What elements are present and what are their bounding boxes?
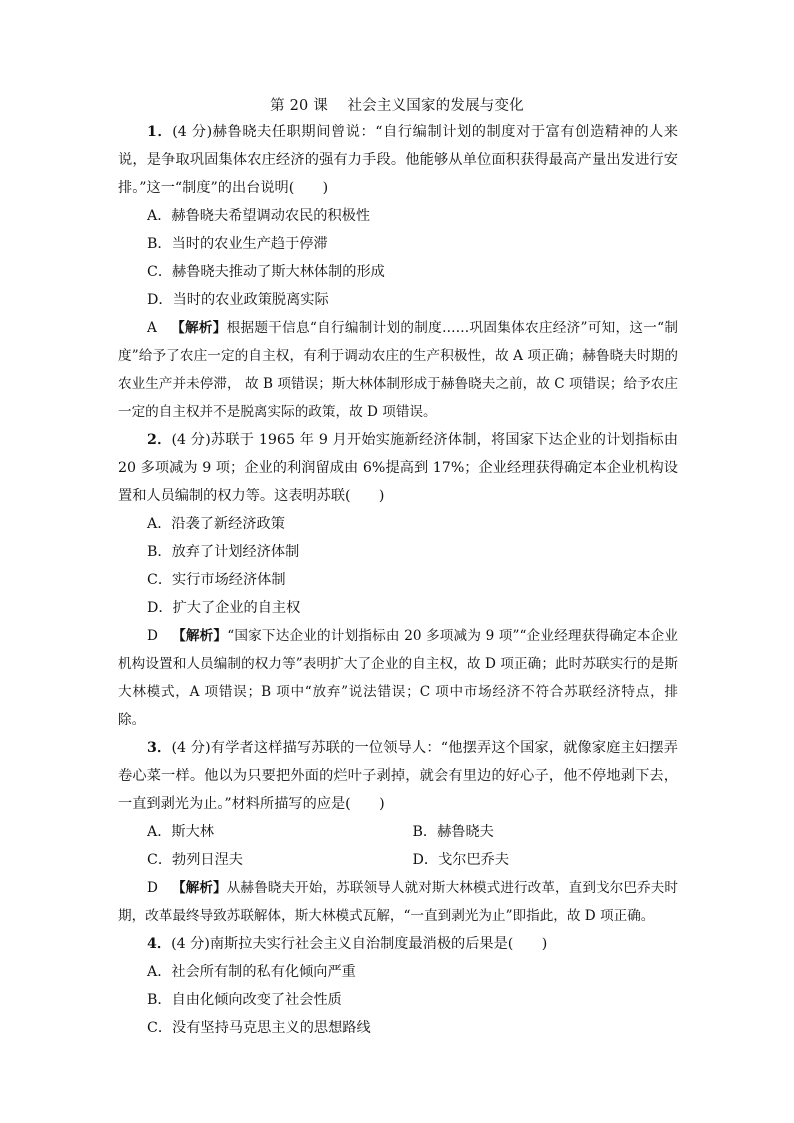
option-d: D．扩大了企业的自主权 bbox=[147, 600, 301, 616]
option-b: B．当时的农业生产趋于停滞 bbox=[147, 236, 328, 252]
question-3 bbox=[118, 734, 678, 930]
question-list bbox=[118, 118, 678, 1042]
option-row bbox=[118, 846, 678, 874]
option-row bbox=[118, 818, 678, 846]
question-stem bbox=[118, 930, 678, 958]
analysis-text: “国家下达企业的计划指标由 20 多项减为 9 项”“企业经理获得确定本企业机构设置和人员编制的权力等”表明扩大了企业的自主权，故 D 项正确；此时苏联实行的是斯大林模式，A 项错误；B 项中“放弃”说法错误；C 项中市场经济不符合苏联经济特点，排除。 bbox=[118, 628, 679, 728]
option-c: C．没有坚持马克思主义的思想路线 bbox=[147, 1020, 371, 1036]
page-title: 第 20 课 社会主义国家的发展与变化 bbox=[270, 98, 524, 114]
question-number: 4． bbox=[147, 936, 172, 952]
question-stem bbox=[118, 118, 678, 202]
question-stem bbox=[118, 734, 678, 818]
option-d: D．戈尔巴乔夫 bbox=[412, 852, 510, 868]
analysis-text: 从赫鲁晓夫开始，苏联领导人就对斯大林模式进行改革，直到戈尔巴乔夫时期，改革最终导致苏联解体，斯大林模式瓦解，“一直到剥光为止”即指此，故 D 项正确。 bbox=[118, 880, 679, 924]
question-text: (4 分)苏联于 1965 年 9 月开始实施新经济体制，将国家下达企业的计划指标由 20 多项减为 9 项；企业的利润留成由 6%提高到 17%；企业经理获得确定本企业机构设置和人员编制的权力等。这表明苏联( ) bbox=[118, 432, 679, 504]
option-a: A．赫鲁晓夫希望调动农民的积极性 bbox=[147, 208, 371, 224]
option-a: A．社会所有制的私有化倾向严重 bbox=[147, 964, 356, 980]
option-a: A．斯大林 bbox=[147, 824, 214, 840]
question-text: (4 分)有学者这样描写苏联的一位领导人：“他摆弄这个国家，就像家庭主妇摆弄卷心菜一样。他以为只要把外面的烂叶子剥掉，就会有里边的好心子，他不停地剥下去，一直到剥光为止。”材料所描写的应是( ) bbox=[118, 740, 678, 812]
option-c: C．实行市场经济体制 bbox=[147, 572, 286, 588]
question-1 bbox=[118, 118, 678, 426]
option-d: D．当时的农业政策脱离实际 bbox=[147, 292, 329, 308]
answer-analysis bbox=[118, 622, 678, 734]
question-2 bbox=[118, 426, 678, 734]
option-b: B．赫鲁晓夫 bbox=[412, 824, 494, 840]
analysis-tag: 【解析】 bbox=[171, 880, 227, 896]
analysis-tag: 【解析】 bbox=[170, 320, 227, 336]
analysis-tag: 【解析】 bbox=[171, 628, 228, 644]
answer-analysis bbox=[118, 874, 678, 930]
option-c: C．勃列日涅夫 bbox=[147, 852, 243, 868]
option-a: A．沿袭了新经济政策 bbox=[147, 516, 285, 532]
question-text: (4 分)赫鲁晓夫任职期间曾说：“自行编制计划的制度对于富有创造精神的人来说，是争取巩固集体农庄经济的强有力手段。他能够从单位面积获得最高产量出发进行安排。”这一“制度”的出台说明( ) bbox=[118, 124, 678, 196]
question-number: 1． bbox=[147, 124, 173, 140]
option-c: C．赫鲁晓夫推动了斯大林体制的形成 bbox=[147, 264, 385, 280]
question-number: 3． bbox=[147, 740, 172, 756]
option-b: B．自由化倾向改变了社会性质 bbox=[147, 992, 342, 1008]
analysis-text: 根据题干信息“自行编制计划的制度……巩固集体农庄经济”可知，这一“制度”给予了农庄一定的自主权，有利于调动农庄的生产积极性，故 A 项正确；赫鲁晓夫时期的农业生产并未停滞， 故 B 项错误；斯大林体制形成于赫鲁晓夫之前，故 C 项错误；给予农庄一定的自主权并不是脱离实际的政策，故 D 项错误。 bbox=[118, 320, 679, 420]
answer-analysis bbox=[118, 314, 678, 426]
answer-letter: D bbox=[147, 628, 158, 644]
question-text: (4 分)南斯拉夫实行社会主义自治制度最消极的后果是( ) bbox=[171, 936, 548, 952]
question-4 bbox=[118, 930, 678, 1042]
answer-letter: D bbox=[147, 880, 158, 896]
question-stem bbox=[118, 426, 678, 510]
question-number: 2． bbox=[147, 432, 172, 448]
option-b: B．放弃了计划经济体制 bbox=[147, 544, 300, 560]
answer-letter: A bbox=[147, 320, 157, 336]
